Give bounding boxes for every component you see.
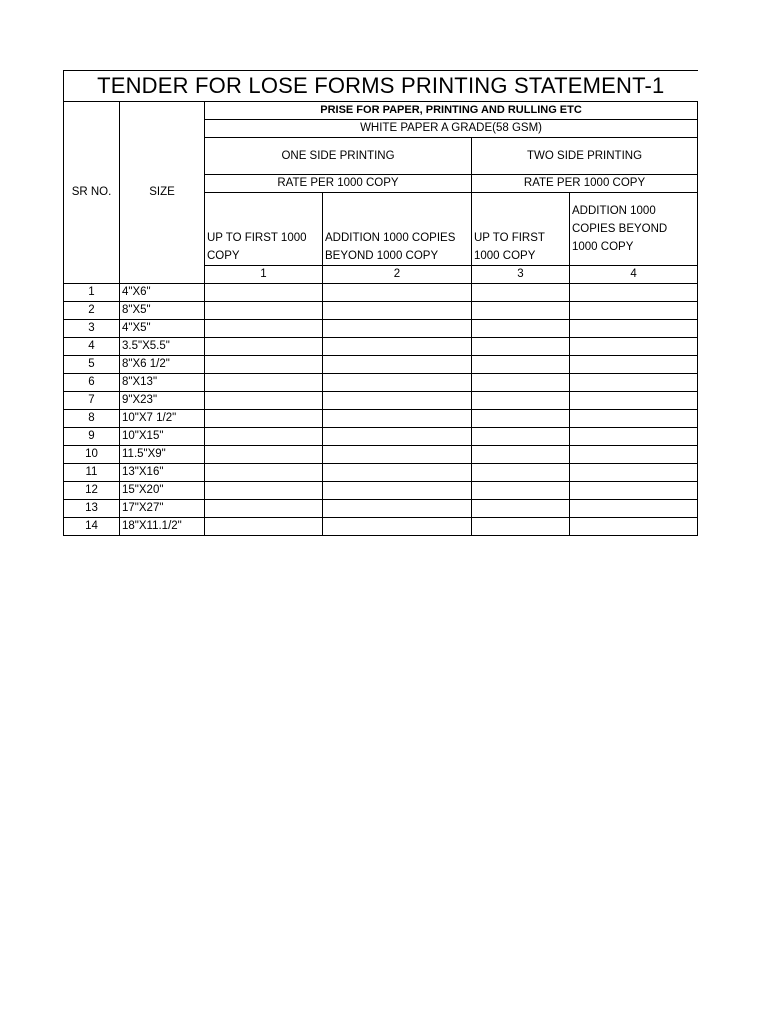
size-cell: 4"X6" bbox=[120, 284, 205, 302]
sr-no-cell: 11 bbox=[64, 464, 120, 482]
rate-cell-col6[interactable] bbox=[570, 284, 698, 302]
rate-cell-col5[interactable] bbox=[472, 500, 570, 518]
rate-cell-col5[interactable] bbox=[472, 428, 570, 446]
table-row bbox=[64, 374, 698, 392]
size-cell: 15"X20" bbox=[120, 482, 205, 500]
rate-cell-col3[interactable] bbox=[205, 338, 323, 356]
rate-cell-col4[interactable] bbox=[323, 392, 472, 410]
size-cell: 3.5"X5.5" bbox=[120, 338, 205, 356]
sr-no-cell: 4 bbox=[64, 338, 120, 356]
size-cell: 8"X6 1/2" bbox=[120, 356, 205, 374]
sr-no-cell: 7 bbox=[64, 392, 120, 410]
table-row bbox=[64, 464, 698, 482]
header-paper-grade: WHITE PAPER A GRADE(58 GSM) bbox=[205, 120, 698, 138]
header-col3-up-to-first: UP TO FIRST 1000 COPY bbox=[205, 193, 323, 266]
table-row bbox=[64, 284, 698, 302]
rate-cell-col6[interactable] bbox=[570, 482, 698, 500]
sr-no-cell: 9 bbox=[64, 428, 120, 446]
rate-cell-col4[interactable] bbox=[323, 500, 472, 518]
header-one-side-printing: ONE SIDE PRINTING bbox=[205, 138, 472, 175]
table-row bbox=[64, 392, 698, 410]
rate-cell-col3[interactable] bbox=[205, 410, 323, 428]
size-cell: 10"X7 1/2" bbox=[120, 410, 205, 428]
table-row bbox=[64, 500, 698, 518]
tender-table bbox=[63, 70, 698, 536]
sr-no-cell: 14 bbox=[64, 518, 120, 536]
rate-cell-col5[interactable] bbox=[472, 482, 570, 500]
header-rate-one-side: RATE PER 1000 COPY bbox=[205, 175, 472, 193]
rate-cell-col3[interactable] bbox=[205, 284, 323, 302]
rate-cell-col3[interactable] bbox=[205, 374, 323, 392]
rate-cell-col6[interactable] bbox=[570, 356, 698, 374]
rate-cell-col4[interactable] bbox=[323, 338, 472, 356]
size-cell: 10"X15" bbox=[120, 428, 205, 446]
table-row bbox=[64, 446, 698, 464]
size-cell: 4"X5" bbox=[120, 320, 205, 338]
rate-cell-col4[interactable] bbox=[323, 482, 472, 500]
rate-cell-col5[interactable] bbox=[472, 464, 570, 482]
rate-cell-col4[interactable] bbox=[323, 284, 472, 302]
column-number-2: 2 bbox=[323, 266, 472, 284]
rate-cell-col3[interactable] bbox=[205, 302, 323, 320]
rate-cell-col6[interactable] bbox=[570, 338, 698, 356]
rate-cell-col6[interactable] bbox=[570, 518, 698, 536]
rate-cell-col3[interactable] bbox=[205, 482, 323, 500]
sr-no-cell: 12 bbox=[64, 482, 120, 500]
rate-cell-col4[interactable] bbox=[323, 356, 472, 374]
rate-cell-col6[interactable] bbox=[570, 428, 698, 446]
sr-no-cell: 6 bbox=[64, 374, 120, 392]
sr-no-cell: 2 bbox=[64, 302, 120, 320]
rate-cell-col6[interactable] bbox=[570, 374, 698, 392]
header-col5-up-to-first: UP TO FIRST 1000 COPY bbox=[472, 193, 570, 266]
header-price-heading: PRISE FOR PAPER, PRINTING AND RULLING ETC bbox=[205, 102, 698, 120]
sr-no-cell: 1 bbox=[64, 284, 120, 302]
rate-cell-col6[interactable] bbox=[570, 464, 698, 482]
rate-cell-col5[interactable] bbox=[472, 338, 570, 356]
rate-cell-col6[interactable] bbox=[570, 320, 698, 338]
table-row bbox=[64, 410, 698, 428]
sr-no-cell: 8 bbox=[64, 410, 120, 428]
rate-cell-col4[interactable] bbox=[323, 428, 472, 446]
header-col6-addition: ADDITION 1000 COPIES BEYOND 1000 COPY bbox=[570, 193, 698, 266]
table-row bbox=[64, 302, 698, 320]
sr-no-cell: 5 bbox=[64, 356, 120, 374]
table-row bbox=[64, 356, 698, 374]
column-number-1: 1 bbox=[205, 266, 323, 284]
size-cell: 8"X5" bbox=[120, 302, 205, 320]
sr-no-cell: 3 bbox=[64, 320, 120, 338]
table-row bbox=[64, 518, 698, 536]
size-cell: 13"X16" bbox=[120, 464, 205, 482]
rate-cell-col4[interactable] bbox=[323, 320, 472, 338]
rate-cell-col6[interactable] bbox=[570, 446, 698, 464]
rate-cell-col4[interactable] bbox=[323, 374, 472, 392]
header-two-side-printing: TWO SIDE PRINTING bbox=[472, 138, 698, 175]
rate-cell-col5[interactable] bbox=[472, 284, 570, 302]
table-row bbox=[64, 482, 698, 500]
rate-cell-col6[interactable] bbox=[570, 500, 698, 518]
header-sr-no: SR NO. bbox=[64, 102, 120, 284]
column-number-3: 3 bbox=[472, 266, 570, 284]
rate-cell-col5[interactable] bbox=[472, 374, 570, 392]
header-col4-addition: ADDITION 1000 COPIES BEYOND 1000 COPY bbox=[323, 193, 472, 266]
rate-cell-col3[interactable] bbox=[205, 446, 323, 464]
rate-cell-col6[interactable] bbox=[570, 392, 698, 410]
rate-cell-col6[interactable] bbox=[570, 302, 698, 320]
rate-cell-col5[interactable] bbox=[472, 446, 570, 464]
table-row bbox=[64, 428, 698, 446]
rate-cell-col3[interactable] bbox=[205, 428, 323, 446]
rate-cell-col5[interactable] bbox=[472, 392, 570, 410]
rate-cell-col5[interactable] bbox=[472, 518, 570, 536]
rate-cell-col3[interactable] bbox=[205, 464, 323, 482]
rate-cell-col3[interactable] bbox=[205, 518, 323, 536]
rate-cell-col4[interactable] bbox=[323, 518, 472, 536]
rate-cell-col5[interactable] bbox=[472, 356, 570, 374]
tender-statement-sheet bbox=[63, 70, 697, 536]
size-cell: 18"X11.1/2" bbox=[120, 518, 205, 536]
rate-cell-col5[interactable] bbox=[472, 302, 570, 320]
sr-no-cell: 13 bbox=[64, 500, 120, 518]
column-number-4: 4 bbox=[570, 266, 698, 284]
page-title: TENDER FOR LOSE FORMS PRINTING STATEMENT-1 bbox=[64, 71, 698, 102]
size-cell: 8"X13" bbox=[120, 374, 205, 392]
size-cell: 17"X27" bbox=[120, 500, 205, 518]
rate-cell-col4[interactable] bbox=[323, 410, 472, 428]
rate-cell-col3[interactable] bbox=[205, 392, 323, 410]
rate-cell-col3[interactable] bbox=[205, 320, 323, 338]
table-row bbox=[64, 338, 698, 356]
size-cell: 11.5"X9" bbox=[120, 446, 205, 464]
header-size: SIZE bbox=[120, 102, 205, 284]
rate-cell-col3[interactable] bbox=[205, 356, 323, 374]
rate-cell-col5[interactable] bbox=[472, 320, 570, 338]
sr-no-cell: 10 bbox=[64, 446, 120, 464]
rate-cell-col4[interactable] bbox=[323, 464, 472, 482]
rate-cell-col4[interactable] bbox=[323, 446, 472, 464]
rate-cell-col4[interactable] bbox=[323, 302, 472, 320]
header-rate-two-side: RATE PER 1000 COPY bbox=[472, 175, 698, 193]
rate-cell-col6[interactable] bbox=[570, 410, 698, 428]
rate-cell-col3[interactable] bbox=[205, 500, 323, 518]
rate-cell-col5[interactable] bbox=[472, 410, 570, 428]
size-cell: 9"X23" bbox=[120, 392, 205, 410]
table-row bbox=[64, 320, 698, 338]
